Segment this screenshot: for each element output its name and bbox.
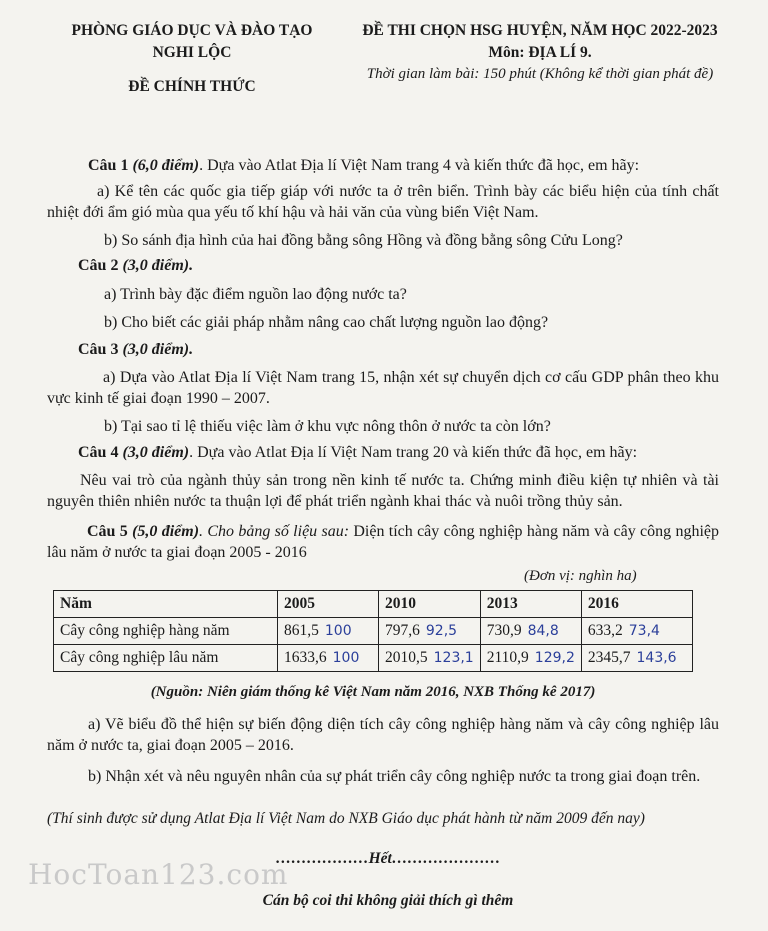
q5-heading — [47, 521, 719, 563]
q3-part-b: b) Tại sao tỉ lệ thiếu việc làm ở khu vực nông thôn ở nước ta còn lớn? — [104, 418, 551, 435]
q2-heading — [78, 256, 193, 276]
q4-body: Nêu vai trò của ngành thủy sản trong nền kinh tế nước ta. Chứng minh điều kiện tự nhiên và tài nguyên thiên nhiên nước ta thuận lợi để phát triển ngành khai thác và nuôi trồng thủy sản. — [47, 472, 719, 510]
cell-value: 633,2 — [587, 622, 623, 639]
table-source: (Nguồn: Niên giám thống kê Việt Nam năm 2016, NXB Thống kê 2017) — [150, 684, 596, 700]
q2-points: (3,0 điểm). — [122, 257, 194, 274]
row-name: Cây công nghiệp lâu năm — [54, 645, 278, 672]
cell-value: 2110,9 — [486, 649, 529, 666]
header-2005: 2005 — [278, 591, 379, 618]
handwritten-note: 143,6 — [636, 650, 677, 666]
q1-heading — [88, 156, 639, 176]
handwritten-note: 92,5 — [425, 623, 458, 639]
cell-value: 2345,7 — [587, 649, 631, 666]
cell-value: 861,5 — [284, 622, 319, 639]
handwritten-note: 100 — [324, 623, 352, 639]
q2-part-b: b) Cho biết các giải pháp nhằm nâng cao chất lượng nguồn lao động? — [104, 314, 549, 331]
cell-value: 2010,5 — [385, 649, 428, 666]
watermark: HocToan123.com — [28, 858, 289, 891]
header-2010: 2010 — [379, 591, 481, 618]
handwritten-note: 129,2 — [534, 650, 575, 666]
q5-part-b: b) Nhận xét và nêu nguyên nhân của sự phát triển cây công nghiệp nước ta trong giai đoạn trên. — [88, 768, 701, 785]
header-year: Năm — [54, 591, 278, 618]
q1-label: Câu 1 — [88, 157, 129, 174]
q1-points: (6,0 điểm) — [132, 157, 200, 174]
table-cell — [379, 645, 481, 672]
q5-label: Câu 5 — [87, 523, 128, 540]
table-cell — [581, 618, 692, 645]
data-table — [53, 590, 693, 672]
subject-line: Môn: ĐỊA LÍ 9. — [488, 44, 592, 61]
cell-value: 1633,6 — [284, 649, 327, 666]
district-name: NGHI LỘC — [152, 44, 232, 61]
table-cell — [480, 618, 581, 645]
q3-label: Câu 3 — [78, 341, 119, 358]
q5-points: (5,0 điểm) — [132, 523, 200, 540]
header-2013: 2013 — [480, 591, 581, 618]
q3-heading — [78, 340, 193, 360]
handwritten-note: 84,8 — [527, 623, 559, 639]
exam-note: (Thí sinh được sử dụng Atlat Địa lí Việt Nam do NXB Giáo dục phát hành từ năm 2009 đến nay) — [47, 810, 645, 827]
handwritten-note: 123,1 — [433, 650, 474, 666]
header-2016: 2016 — [581, 591, 692, 618]
department-name: PHÒNG GIÁO DỤC VÀ ĐÀO TẠO — [71, 22, 313, 39]
q2-part-a: a) Trình bày đặc điểm nguồn lao động nước ta? — [104, 286, 407, 303]
table-cell — [278, 618, 379, 645]
table-header-row — [54, 591, 693, 618]
table-row — [54, 618, 693, 645]
table-unit: (Đơn vị: nghìn ha) — [524, 568, 637, 584]
official-label: ĐỀ CHÍNH THỨC — [128, 78, 256, 95]
q3-part-a: a) Dựa vào Atlat Địa lí Việt Nam trang 15, nhận xét sự chuyển dịch cơ cấu GDP phân theo khu vực kinh tế giai đoạn 1990 – 2007. — [47, 369, 719, 407]
q5-intro-italic: . Cho bảng số liệu sau: — [199, 523, 350, 540]
table-row — [54, 645, 693, 672]
time-line: Thời gian làm bài: 150 phút (Không kể thời gian phát đề) — [366, 66, 714, 82]
table-cell — [379, 618, 481, 645]
exam-title: ĐỀ THI CHỌN HSG HUYỆN, NĂM HỌC 2022-2023 — [362, 22, 718, 39]
table-cell — [480, 645, 581, 672]
proctor-note: Cán bộ coi thi không giải thích gì thêm — [262, 892, 514, 909]
row-name: Cây công nghiệp hàng năm — [54, 618, 278, 645]
table-cell — [581, 645, 692, 672]
q4-points: (3,0 điểm) — [122, 444, 190, 461]
handwritten-note: 73,4 — [628, 623, 660, 639]
table-cell — [278, 645, 379, 672]
q4-intro: . Dựa vào Atlat Địa lí Việt Nam trang 20 và kiến thức đã học, em hãy: — [189, 444, 638, 461]
q4-label: Câu 4 — [78, 444, 119, 461]
cell-value: 730,9 — [486, 622, 522, 639]
q1-part-b: b) So sánh địa hình của hai đồng bằng sông Hồng và đồng bằng sông Cửu Long? — [104, 232, 623, 249]
q1-intro: . Dựa vào Atlat Địa lí Việt Nam trang 4 và kiến thức đã học, em hãy: — [199, 157, 640, 174]
q5-part-a: a) Vẽ biểu đồ thể hiện sự biến động diện tích cây công nghiệp hàng năm và cây công nghiệp lâu năm ở nước ta, giai đoạn 2005 – 2016. — [47, 716, 719, 754]
cell-value: 797,6 — [385, 622, 420, 639]
q2-label: Câu 2 — [78, 257, 119, 274]
handwritten-note: 100 — [332, 650, 360, 666]
q3-points: (3,0 điểm). — [122, 341, 194, 358]
q4-heading — [78, 443, 637, 463]
q1-part-a: a) Kể tên các quốc gia tiếp giáp với nước ta ở trên biển. Trình bày các biểu hiện của tính chất nhiệt đới ẩm gió mùa qua yếu tố khí hậu và hải văn của vùng biển Việt Nam. — [47, 183, 719, 221]
end-marker: ………………Hết………………… — [275, 850, 501, 867]
q5-intro: Diện tích cây công nghiệp hàng năm và cây công nghiệp lâu năm ở nước ta giai đoạn 2005 - 2016 — [47, 523, 720, 561]
